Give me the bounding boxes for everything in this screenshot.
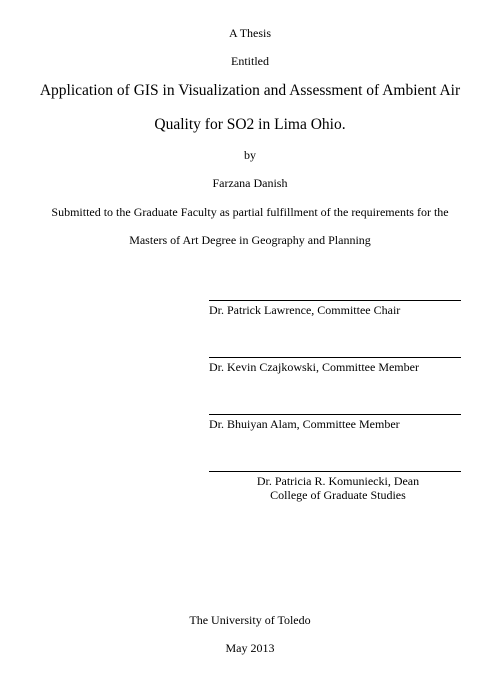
signature-line	[209, 471, 461, 472]
submission-date: May 2013	[225, 641, 275, 655]
document-type: A Thesis	[228, 26, 272, 40]
entitled-label: Entitled	[231, 54, 269, 68]
author-name: Farzana Danish	[212, 176, 288, 190]
signature-line	[209, 300, 461, 301]
dean-name: Dr. Patricia R. Komuniecki, Dean	[256, 474, 420, 488]
thesis-title-line-1: Application of GIS in Visualization and Assessment of Ambient Air	[39, 82, 461, 99]
committee-member-name: Dr. Kevin Czajkowski, Committee Member	[209, 360, 419, 374]
signature-line	[209, 414, 461, 415]
committee-member-name: Dr. Patrick Lawrence, Committee Chair	[209, 303, 401, 317]
submission-statement-line-1: Submitted to the Graduate Faculty as partial fulfillment of the requirements for the	[51, 205, 449, 219]
by-label: by	[244, 148, 256, 162]
university-name: The University of Toledo	[189, 613, 311, 627]
degree-statement: Masters of Art Degree in Geography and Planning	[129, 233, 371, 247]
signature-line	[209, 357, 461, 358]
thesis-title-line-2: Quality for SO2 in Lima Ohio.	[154, 116, 346, 133]
committee-member-name: Dr. Bhuiyan Alam, Committee Member	[209, 417, 400, 431]
dean-office: College of Graduate Studies	[270, 488, 406, 502]
